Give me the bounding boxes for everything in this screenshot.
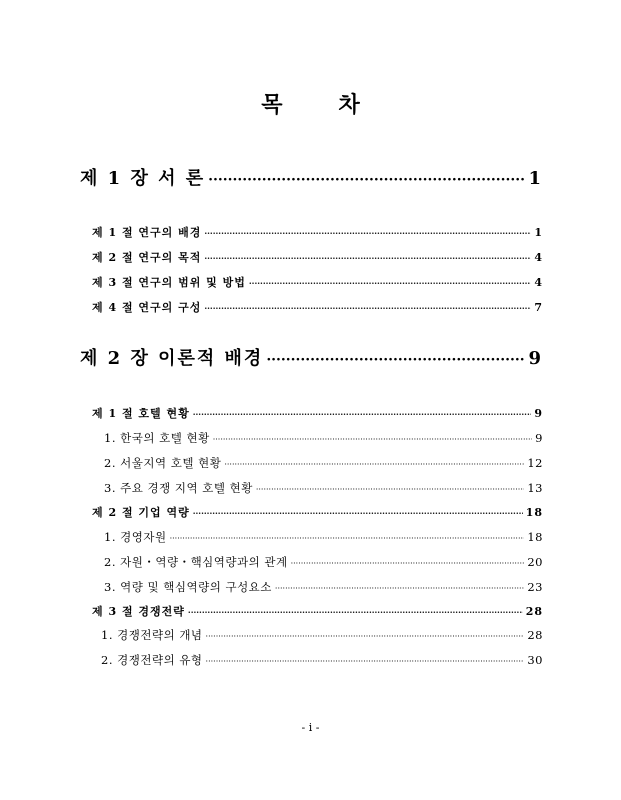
dot-leader [275, 584, 524, 593]
subsection-label: 1. 경영자원 [104, 530, 167, 544]
section-page-number: 9 [534, 407, 543, 420]
dot-leader [193, 508, 523, 518]
page-title [0, 88, 621, 119]
toc-section[interactable] [92, 224, 543, 240]
section-label: 제 1 절 연구의 배경 [92, 226, 202, 239]
section-label: 제 4 절 연구의 구성 [92, 301, 202, 314]
toc-subsection[interactable] [101, 652, 543, 668]
section-page-number: 18 [525, 506, 543, 519]
chapter-page-number: 1 [528, 168, 543, 189]
toc-section[interactable] [92, 249, 543, 265]
subsection-page-number: 23 [527, 580, 543, 594]
section-label: 제 3 절 연구의 범위 및 방법 [92, 276, 246, 289]
section-label: 제 3 절 경쟁전략 [92, 605, 185, 618]
toc-section[interactable] [92, 299, 543, 315]
subsection-label: 3. 주요 경쟁 지역 호텔 현황 [104, 481, 253, 495]
section-page-number: 28 [525, 605, 543, 618]
subsection-label: 2. 자원・역량・핵심역량과의 관계 [104, 555, 288, 569]
toc-subsection[interactable] [104, 579, 543, 595]
subsection-label: 1. 한국의 호텔 현황 [104, 431, 210, 445]
section-label: 제 2 절 기업 역량 [92, 506, 190, 519]
toc-subsection[interactable] [104, 529, 543, 545]
section-label: 제 1 절 호텔 현황 [92, 407, 190, 420]
toc-section[interactable] [92, 405, 543, 421]
dot-leader [249, 278, 531, 288]
chapter-label: 제 2 장 이론적 배경 [80, 348, 264, 369]
subsection-page-number: 28 [527, 628, 543, 642]
toc-chapter-1[interactable] [80, 164, 543, 190]
subsection-page-number: 18 [527, 530, 543, 544]
dot-leader [204, 253, 531, 263]
subsection-page-number: 20 [527, 555, 543, 569]
section-page-number: 7 [534, 301, 543, 314]
subsection-label: 3. 역량 및 핵심역량의 구성요소 [104, 580, 272, 594]
dot-leader [266, 352, 525, 368]
section-label: 제 2 절 연구의 목적 [92, 251, 202, 264]
dot-leader [206, 632, 525, 641]
subsection-page-number: 12 [527, 456, 543, 470]
chapter-page-number: 9 [528, 348, 543, 369]
subsection-label: 2. 경쟁전략의 유형 [101, 653, 203, 667]
toc-subsection[interactable] [104, 430, 543, 446]
toc-subsection[interactable] [104, 455, 543, 471]
dot-leader [224, 460, 524, 469]
subsection-page-number: 13 [527, 481, 543, 495]
dot-leader [208, 172, 525, 188]
subsection-label: 2. 서울지역 호텔 현황 [104, 456, 222, 470]
subsection-page-number: 30 [527, 653, 543, 667]
page-title-char-2: 차 [338, 92, 360, 118]
toc-chapter-2[interactable] [80, 344, 543, 370]
page-footer-number: - i - [301, 721, 320, 734]
section-page-number: 1 [534, 226, 543, 239]
toc-section[interactable] [92, 274, 543, 290]
dot-leader [291, 559, 525, 568]
toc-subsection[interactable] [104, 480, 543, 496]
dot-leader [170, 534, 525, 543]
dot-leader [193, 409, 532, 419]
chapter-label: 제 1 장 서 론 [80, 168, 206, 189]
dot-leader [204, 303, 531, 313]
dot-leader [256, 485, 525, 494]
section-page-number: 4 [534, 276, 543, 289]
subsection-label: 1. 경쟁전략의 개념 [101, 628, 203, 642]
dot-leader [213, 435, 532, 444]
dot-leader [188, 607, 523, 617]
dot-leader [206, 657, 525, 666]
toc-section[interactable] [92, 504, 543, 520]
section-page-number: 4 [534, 251, 543, 264]
toc-subsection[interactable] [104, 554, 543, 570]
subsection-page-number: 9 [535, 431, 543, 445]
page-title-char-1: 목 [261, 92, 283, 118]
toc-subsection[interactable] [101, 627, 543, 643]
dot-leader [204, 228, 531, 238]
toc-section[interactable] [92, 603, 543, 619]
